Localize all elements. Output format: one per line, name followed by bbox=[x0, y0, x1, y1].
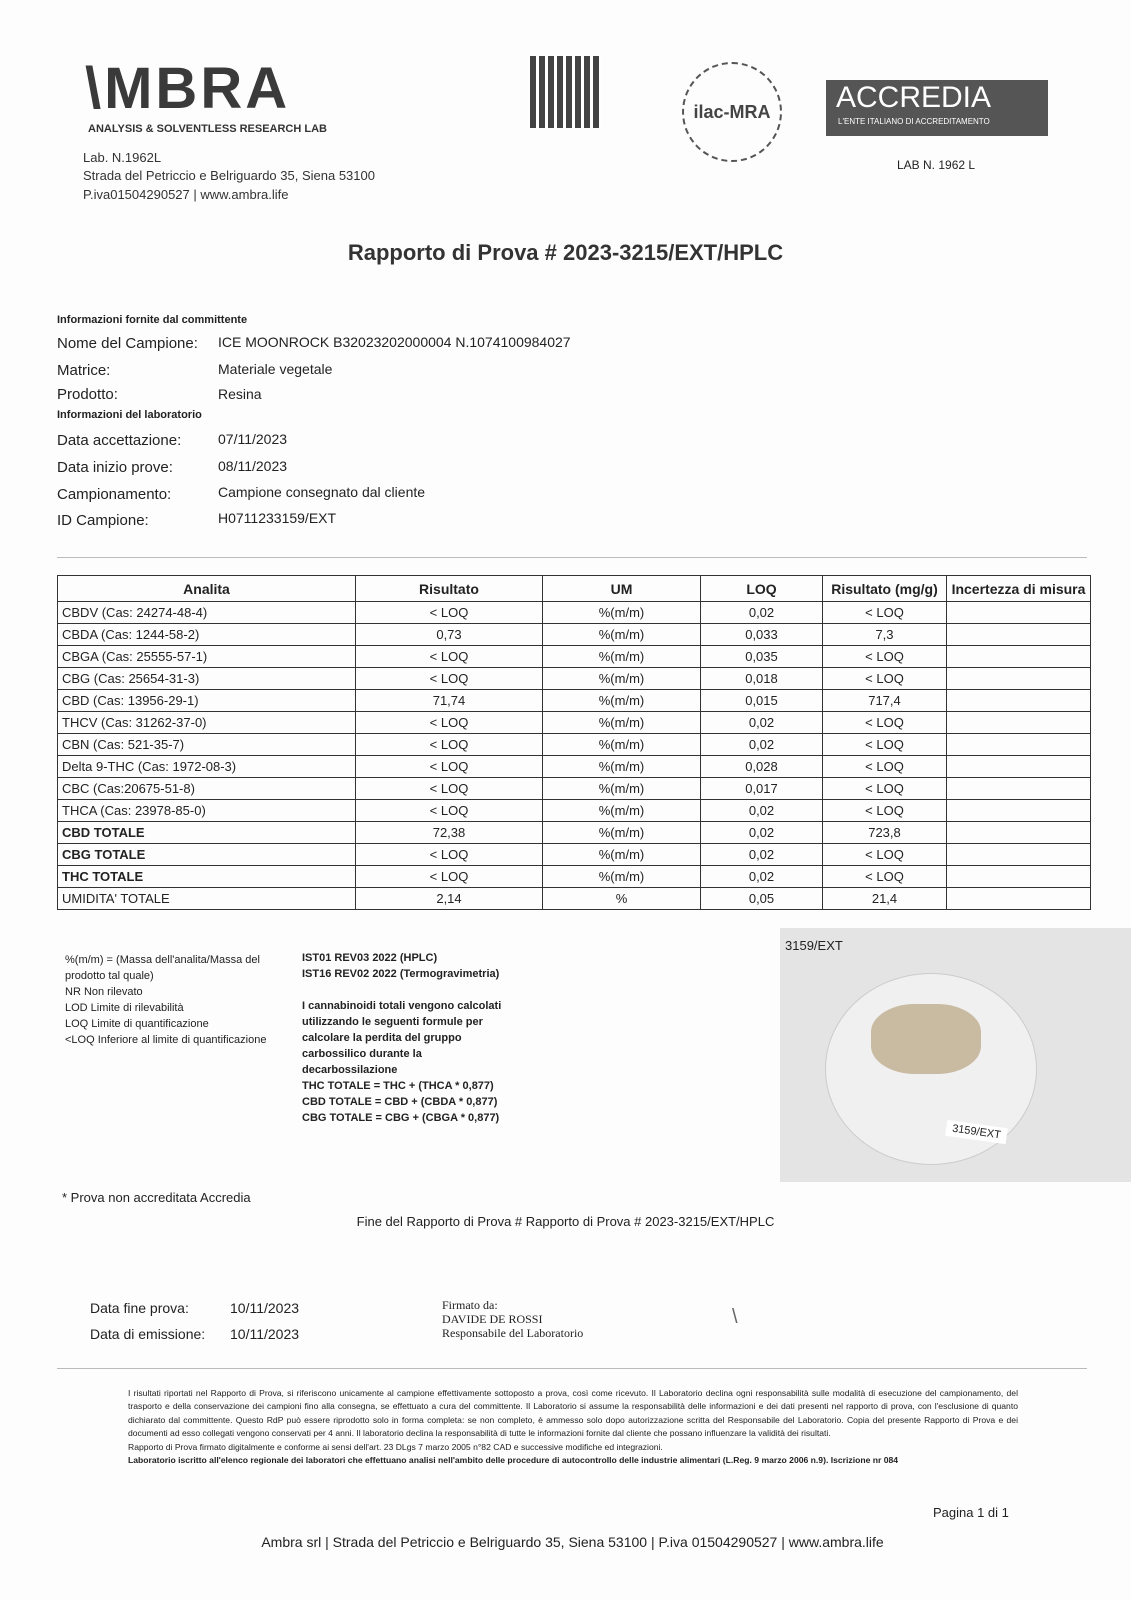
field-label: Campionamento: bbox=[57, 486, 172, 503]
table-cell: 0,035 bbox=[701, 646, 823, 668]
field-label: Prodotto: bbox=[57, 386, 118, 403]
method-line: IST16 REV02 2022 (Termogravimetria) bbox=[302, 968, 500, 980]
issue-date-value: 10/11/2023 bbox=[230, 1326, 300, 1342]
table-cell: 0,015 bbox=[701, 690, 823, 712]
table-cell: 0,028 bbox=[701, 756, 823, 778]
field-value: Campione consegnato dal cliente bbox=[218, 484, 426, 500]
accredia-note: * Prova non accreditata Accredia bbox=[62, 1190, 251, 1205]
method-line: CBG TOTALE = CBG + (CBGA * 0,877) bbox=[302, 1112, 500, 1124]
table-cell: THCA (Cas: 23978-85-0) bbox=[58, 800, 356, 822]
table-row bbox=[58, 668, 1091, 690]
table-cell bbox=[947, 668, 1091, 690]
method-line: utilizzando le seguenti formule per bbox=[302, 1016, 483, 1028]
table-cell bbox=[947, 844, 1091, 866]
field-value: Materiale vegetale bbox=[218, 361, 333, 377]
table-cell: THC TOTALE bbox=[58, 866, 356, 888]
table-cell: %(m/m) bbox=[543, 646, 701, 668]
table-cell: < LOQ bbox=[823, 844, 947, 866]
note-line: NR Non rilevato bbox=[65, 986, 143, 998]
table-cell: 717,4 bbox=[823, 690, 947, 712]
table-cell: CBGA (Cas: 25555-57-1) bbox=[58, 646, 356, 668]
field-value: 07/11/2023 bbox=[218, 431, 288, 447]
table-cell: < LOQ bbox=[356, 866, 543, 888]
table-row bbox=[58, 888, 1091, 910]
signer-name: DAVIDE DE ROSSI bbox=[442, 1312, 543, 1326]
bottom-footer: Ambra srl | Strada del Petriccio e Belriguardo 35, Siena 53100 | P.iva 01504290527 | www.ambra.life bbox=[261, 1534, 884, 1550]
field-label: Matrice: bbox=[57, 362, 111, 379]
table-cell bbox=[947, 734, 1091, 756]
table-cell bbox=[947, 646, 1091, 668]
col-analita: Analita bbox=[58, 576, 356, 602]
disclaimer bbox=[128, 1387, 1018, 1467]
note-line: LOQ Limite di quantificazione bbox=[65, 1018, 209, 1030]
table-cell bbox=[947, 800, 1091, 822]
end-date-value: 10/11/2023 bbox=[230, 1300, 300, 1316]
field-value: Resina bbox=[218, 386, 262, 402]
note-line: <LOQ Inferiore al limite di quantificazione bbox=[65, 1034, 267, 1046]
table-cell bbox=[947, 756, 1091, 778]
table-cell: < LOQ bbox=[823, 602, 947, 624]
table-cell: < LOQ bbox=[356, 712, 543, 734]
table-cell: 2,14 bbox=[356, 888, 543, 910]
divider bbox=[57, 1368, 1087, 1369]
divider bbox=[57, 557, 1087, 558]
signature-block bbox=[442, 1298, 583, 1340]
ilac-text: ilac-MRA bbox=[693, 101, 771, 122]
table-cell: 0,02 bbox=[701, 712, 823, 734]
table-row bbox=[58, 822, 1091, 844]
table-cell bbox=[947, 866, 1091, 888]
table-cell: THCV (Cas: 31262-37-0) bbox=[58, 712, 356, 734]
ambra-mark-icon: \ bbox=[732, 1306, 738, 1328]
table-cell: %(m/m) bbox=[543, 690, 701, 712]
table-row bbox=[58, 712, 1091, 734]
signer-role: Responsabile del Laboratorio bbox=[442, 1326, 584, 1340]
note-line: LOD Limite di rilevabilità bbox=[65, 1002, 184, 1014]
table-row bbox=[58, 602, 1091, 624]
table-cell: CBD (Cas: 13956-29-1) bbox=[58, 690, 356, 712]
col-loq: LOQ bbox=[701, 576, 823, 602]
table-cell: %(m/m) bbox=[543, 778, 701, 800]
col-incertezza: Incertezza di misura bbox=[947, 576, 1091, 602]
accredia-logo bbox=[826, 80, 1048, 136]
table-cell: < LOQ bbox=[823, 800, 947, 822]
table-cell: %(m/m) bbox=[543, 602, 701, 624]
field-label: Data accettazione: bbox=[57, 432, 182, 449]
page-number: Pagina 1 di 1 bbox=[933, 1505, 1009, 1520]
table-cell: < LOQ bbox=[823, 734, 947, 756]
table-cell: CBD TOTALE bbox=[58, 822, 356, 844]
field-label: ID Campione: bbox=[57, 512, 149, 529]
table-cell bbox=[947, 602, 1091, 624]
table-cell: 723,8 bbox=[823, 822, 947, 844]
table-cell: %(m/m) bbox=[543, 668, 701, 690]
table-cell: 0,02 bbox=[701, 800, 823, 822]
ambra-logo: \MBRA bbox=[85, 56, 291, 121]
table-cell: 21,4 bbox=[823, 888, 947, 910]
table-cell: %(m/m) bbox=[543, 712, 701, 734]
table-cell: < LOQ bbox=[356, 668, 543, 690]
table-cell: %(m/m) bbox=[543, 844, 701, 866]
ilac-mra-logo bbox=[682, 62, 782, 162]
table-cell: 0,05 bbox=[701, 888, 823, 910]
table-cell: < LOQ bbox=[356, 734, 543, 756]
table-header-row bbox=[58, 576, 1091, 602]
digital-signature-note: Rapporto di Prova firmato digitalmente e conforme ai sensi dell'art. 23 DLgs 7 marzo 2005 n°82 CAD e successive modifiche ed integrazioni. bbox=[128, 1441, 663, 1452]
method-line: IST01 REV03 2022 (HPLC) bbox=[302, 952, 438, 964]
report-title: Rapporto di Prova # 2023-3215/EXT/HPLC bbox=[347, 240, 784, 265]
table-cell bbox=[947, 778, 1091, 800]
table-cell: %(m/m) bbox=[543, 800, 701, 822]
table-cell: %(m/m) bbox=[543, 624, 701, 646]
method-line: I cannabinoidi totali vengono calcolati bbox=[302, 1000, 502, 1012]
note-line: %(m/m) = (Massa dell'analita/Massa del bbox=[65, 954, 260, 966]
table-cell bbox=[947, 822, 1091, 844]
table-cell: Delta 9-THC (Cas: 1972-08-3) bbox=[58, 756, 356, 778]
table-row bbox=[58, 800, 1091, 822]
end-of-report: Fine del Rapporto di Prova # Rapporto di Prova # 2023-3215/EXT/HPLC bbox=[356, 1214, 775, 1229]
col-risultato-mg: Risultato (mg/g) bbox=[823, 576, 947, 602]
table-row bbox=[58, 690, 1091, 712]
table-cell: < LOQ bbox=[823, 712, 947, 734]
field-value: 08/11/2023 bbox=[218, 458, 288, 474]
signed-by-label: Firmato da: bbox=[442, 1298, 498, 1312]
table-cell: 71,74 bbox=[356, 690, 543, 712]
table-cell: 0,02 bbox=[701, 734, 823, 756]
issue-date-label: Data di emissione: bbox=[90, 1326, 206, 1342]
end-date-label: Data fine prova: bbox=[90, 1300, 189, 1316]
table-cell: < LOQ bbox=[823, 866, 947, 888]
table-cell: CBC (Cas:20675-51-8) bbox=[58, 778, 356, 800]
method-line bbox=[302, 982, 542, 998]
lab-piva: P.iva01504290527 | www.ambra.life bbox=[83, 187, 289, 202]
photo-label: 3159/EXT bbox=[785, 938, 843, 953]
accredia-lab-number: LAB N. 1962 L bbox=[897, 158, 976, 172]
table-cell bbox=[947, 712, 1091, 734]
table-cell: %(m/m) bbox=[543, 822, 701, 844]
table-cell: < LOQ bbox=[356, 646, 543, 668]
field-value: H0711233159/EXT bbox=[218, 510, 337, 526]
table-cell: CBN (Cas: 521-35-7) bbox=[58, 734, 356, 756]
methods-notes bbox=[302, 950, 542, 1126]
table-cell: < LOQ bbox=[823, 668, 947, 690]
table-cell bbox=[947, 690, 1091, 712]
lab-number: Lab. N.1962L bbox=[83, 150, 162, 165]
table-cell bbox=[947, 624, 1091, 646]
accredia-text: ACCREDIA bbox=[836, 81, 992, 114]
table-cell: < LOQ bbox=[356, 800, 543, 822]
client-info-heading: Informazioni fornite dal committente bbox=[57, 314, 248, 326]
table-cell: CBG (Cas: 25654-31-3) bbox=[58, 668, 356, 690]
table-cell bbox=[947, 888, 1091, 910]
method-line: calcolare la perdita del gruppo bbox=[302, 1032, 462, 1044]
table-row bbox=[58, 734, 1091, 756]
table-cell: 0,02 bbox=[701, 822, 823, 844]
lab-address: Strada del Petriccio e Belriguardo 35, Siena 53100 bbox=[83, 168, 375, 183]
table-cell: < LOQ bbox=[823, 778, 947, 800]
sample-photo bbox=[780, 928, 1131, 1182]
jar-tag: 3159/EXT bbox=[945, 1120, 1008, 1144]
table-cell: 0,73 bbox=[356, 624, 543, 646]
field-label: Data inizio prove: bbox=[57, 459, 173, 476]
sample-jar bbox=[825, 973, 1037, 1165]
logo-subtitle: ANALYSIS & SOLVENTLESS RESEARCH LAB bbox=[88, 123, 327, 135]
registry-note: Laboratorio iscritto all'elenco regionale dei laboratori che effettuano analisi nell'ambito delle procedure di autocontrollo delle industrie alimentari (L.Reg. 9 marzo 2006 n.9). Iscrizione nr 084 bbox=[128, 1455, 899, 1466]
table-cell: < LOQ bbox=[356, 602, 543, 624]
lab-info-heading: Informazioni del laboratorio bbox=[57, 409, 202, 421]
sample-rock bbox=[871, 1004, 981, 1074]
field-value: ICE MOONROCK B32023202000004 N.1074100984027 bbox=[218, 334, 571, 350]
table-cell: 72,38 bbox=[356, 822, 543, 844]
method-line: carbossilico durante la bbox=[302, 1048, 422, 1060]
qr-code-icon bbox=[530, 56, 602, 128]
table-cell: 0,033 bbox=[701, 624, 823, 646]
table-cell: CBDA (Cas: 1244-58-2) bbox=[58, 624, 356, 646]
table-cell: 0,02 bbox=[701, 866, 823, 888]
legend-notes bbox=[65, 952, 293, 1048]
results-table bbox=[57, 575, 1091, 910]
method-line: decarbossilazione bbox=[302, 1064, 398, 1076]
table-cell: %(m/m) bbox=[543, 734, 701, 756]
table-row bbox=[58, 646, 1091, 668]
table-cell: < LOQ bbox=[823, 646, 947, 668]
method-line: THC TOTALE = THC + (THCA * 0,877) bbox=[302, 1080, 494, 1092]
table-cell: < LOQ bbox=[356, 778, 543, 800]
accredia-subtitle: L'ENTE ITALIANO DI ACCREDITAMENTO bbox=[838, 117, 990, 126]
table-cell: 0,018 bbox=[701, 668, 823, 690]
table-row bbox=[58, 844, 1091, 866]
table-cell: 0,02 bbox=[701, 844, 823, 866]
table-cell: UMIDITA' TOTALE bbox=[58, 888, 356, 910]
note-line: prodotto tal quale) bbox=[65, 970, 154, 982]
table-cell: 7,3 bbox=[823, 624, 947, 646]
method-line: CBD TOTALE = CBD + (CBDA * 0,877) bbox=[302, 1096, 498, 1108]
table-cell: CBG TOTALE bbox=[58, 844, 356, 866]
table-cell: < LOQ bbox=[823, 756, 947, 778]
table-cell: < LOQ bbox=[356, 844, 543, 866]
field-label: Nome del Campione: bbox=[57, 335, 198, 352]
table-cell: 0,02 bbox=[701, 602, 823, 624]
table-row bbox=[58, 624, 1091, 646]
table-cell: 0,017 bbox=[701, 778, 823, 800]
table-cell: CBDV (Cas: 24274-48-4) bbox=[58, 602, 356, 624]
disclaimer-text: I risultati riportati nel Rapporto di Prova, si riferiscono unicamente al campione effettivamente sottoposto a prova, così come ricevuto. Il Laboratorio declina ogni responsabilità sulle modalità di esecuzione del campionamento, del trasporto e della conservazione dei campioni fino alla consegna, se effettuato a cura del committente. Il Laboratorio si assume la responsabilità delle informazioni e dei dati presenti nel rapporto di prova, con l'esclusione di quanto dichiarato dal committente. Questo RdP può essere riprodotto solo in forma completa: se non completo, è ammesso solo dopo autorizzazione scritta del Responsabile del Laboratorio. Copia del presente Rapporto di Prova e dei documenti ad esso collegati vengono conservati per 4 anni. Il laboratorio declina la responsabilità di tutte le informazioni fornite dal cliente che possano influenzare la validità dei risultati. bbox=[128, 1388, 1018, 1439]
table-cell: < LOQ bbox=[356, 756, 543, 778]
table-cell: %(m/m) bbox=[543, 866, 701, 888]
table-cell: %(m/m) bbox=[543, 756, 701, 778]
table-row bbox=[58, 778, 1091, 800]
col-um: UM bbox=[543, 576, 701, 602]
table-row bbox=[58, 756, 1091, 778]
col-risultato: Risultato bbox=[356, 576, 543, 602]
table-cell: % bbox=[543, 888, 701, 910]
table-row bbox=[58, 866, 1091, 888]
